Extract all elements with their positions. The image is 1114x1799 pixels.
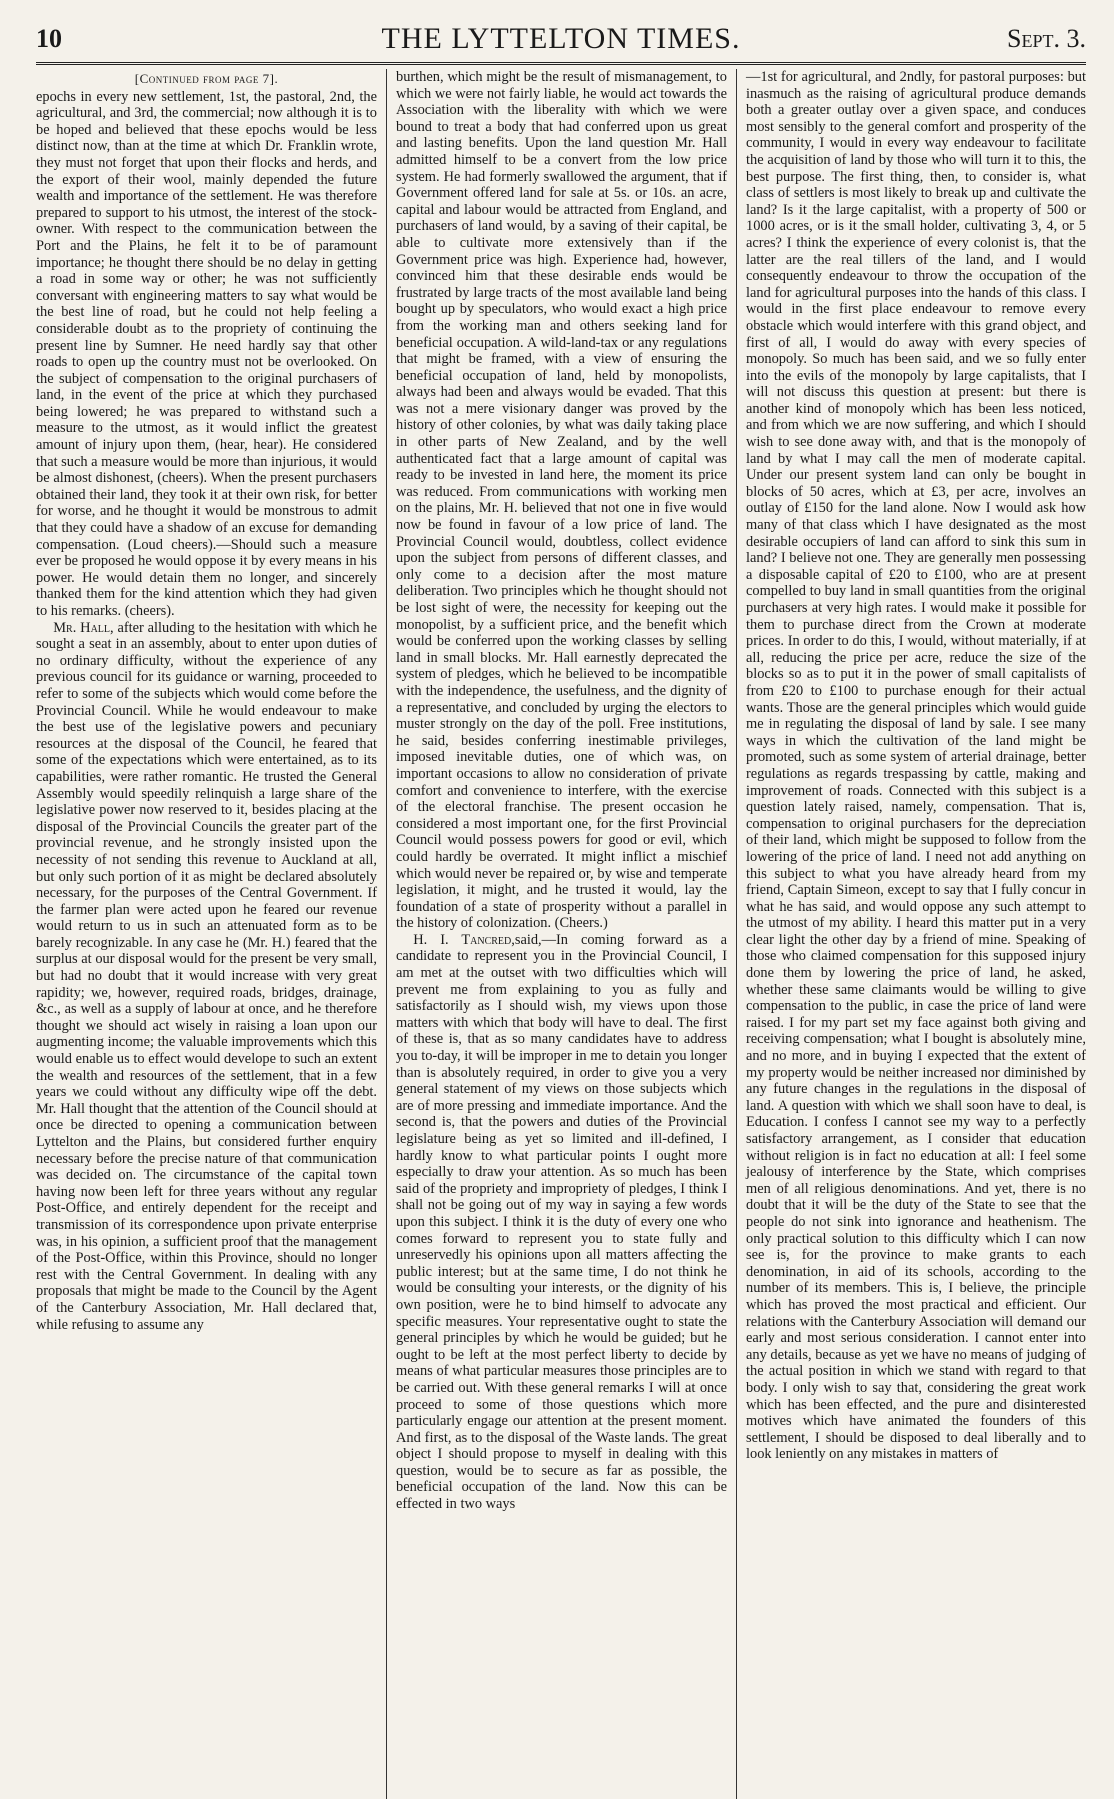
article-columns: [36, 69, 1086, 1799]
paragraph-text: after alluding to the hesitation with which he sought a seat in an assembly, about to enter upon duties of no ordinary difficulty, without the experience of any previous council for its guidance or warning, proceeded to refer to some of the subjects which would come before the Provincial Council. While he would endeavour to make the best use of the legislative powers and pecuniary resources at the disposal of the Council, he feared that some of the expectations which were entertained, as to its capabilities, were rather romantic. He trusted the General Assembly would speedily relinquish a large share of the legislative power now reserved to it, besides placing at the disposal of the Provincial Councils the greater part of the provincial revenue, and he strongly insisted upon the necessity of not sending this revenue to Auckland at all, but only such portion of it as might be declared absolutely necessary, for the purposes of the Central Government. If the farmer plan were acted upon he feared our revenue would return to us in such an attenuated form as to be barely recognizable. In any case he (Mr. H.) feared that the surplus at our disposal would for the present be very small, but had no doubt that it would increase with very great rapidity; we, however, required roads, bridges, drainage, &c., as well as a supply of labour at once, and he therefore thought we should act wisely in raising a loan upon our augmenting income; the valuable improvements which this would enable us to effect would develope to such an extent the wealth and resources of the settlement, that in a few years we could without any difficulty wipe off the debt. Mr. Hall thought that the attention of the Council should at once be directed to opening a communication between Lyttelton and the Plains, but considered further enquiry necessary before the precise nature of that communication was decided on. The circumstance of the capital town having now been left for three years without any regular Post-Office, and entirely dependent for the receipt and transmission of its correspondence upon private enterprise was, in his opinion, a sufficient proof that the management of the Post-Office, within this Province, should no longer rest with the Central Government. In dealing with any proposals that might be made to the Council by the Agent of the Canterbury Association, Mr. Hall declared that, while refusing to assume any: [36, 619, 377, 1333]
paragraph: [36, 620, 377, 1334]
header-rule: [36, 62, 1086, 65]
issue-date: Sept. 3.: [1007, 24, 1086, 53]
column-3: [736, 69, 1086, 1799]
speaker-name: Mr. Hall,: [53, 619, 114, 636]
page-number: 10: [36, 24, 62, 53]
paragraph: [396, 932, 727, 1513]
column-2: [386, 69, 736, 1799]
continued-note: [Continued from page 7].: [134, 71, 279, 86]
speaker-name: H. I. Tancred,: [413, 931, 515, 948]
masthead: [36, 18, 1086, 58]
paragraph: burthen, which might be the result of mismanagement, to which we were not fairly liable, he would act towards the Association with the liberality with which we were bound to treat a body that had conferred upon us great and lasting benefits. Upon the land question Mr. Hall admitted himself to be a convert from the low price system. He had formerly swallowed the argument, that if Government offered land for sale at 5s. or 10s. an acre, capital and labour would be attracted from England, and purchasers of land would, by a saving of their capital, be able to cultivate more extensively than if the Government price was high. Experience had, however, convinced him that these desirable ends would be frustrated by large tracts of the most available land being bought up by speculators, who would exact a high price from the working man and others seeking land for beneficial occupation. A wild-land-tax or any regulations that might be framed, with a view of ensuring the beneficial occupation of land, held by monopolists, always had been and always would be evaded. That this was not a mere visionary danger was proved by the history of other colonies, by what was daily taking place in other parts of New Zealand, and by the well authenticated fact that a large amount of capital was ready to be invested in land here, the moment its price was reduced. From communications with working men on the plains, Mr. H. believed that not one in five would now be found in favour of a low price of land. The Provincial Council would, doubtless, collect evidence upon the subject from persons of different classes, and only come to a decision after the most mature deliberation. Two principles which he thought should not be lost sight of were, the necessity for keeping out the monopolist, by a sufficient price, and the benefit which would be conferred upon the working classes by selling land in small blocks. Mr. Hall earnestly deprecated the system of pledges, which he believed to be incompatible with the independence, the usefulness, and the dignity of a representative, and concluded by urging the electors to muster strongly on the day of the poll. Free institutions, he said, besides conferring inestimable privileges, imposed inevitable duties, one of which was, on important occasions to allow no consideration of private comfort and convenience to interfere, with the exercise of the electoral franchise. The present occasion he considered a most important one, for the first Provincial Council would possess powers for good or evil, which could hardly be overrated. It might inflict a mischief which would never be repaired or, by wise and temperate legislation, it might, and he trusted it would, lay the foundation of a state of prosperity without a parallel in the history of colonization. (Cheers.): [396, 69, 727, 932]
paragraph: epochs in every new settlement, 1st, the pastoral, 2nd, the agricultural, and 3rd, the commercial; now although it is to be hoped and believed that these epochs would be less distinct now, than at the time at which Dr. Franklin wrote, they must not forget that upon their flocks and herds, and the export of their wool, mainly depended the future wealth and importance of the settlement. He was therefore prepared to support to his utmost, the interest of the stock-owner. With respect to the communication between the Port and the Plains, he felt it to be of paramount importance; he thought there should be no delay in getting a road in some way or other; he was not sufficiently conversant with engineering matters to say what would be the best line of road, but he could not help feeling a considerable doubt as to the propriety of continuing the present line by Sumner. He need hardly say that other roads to open up the country must not be overlooked. On the subject of compensation to the original purchasers of land, in the event of the price at which they purchased being lowered; he was prepared to withstand such a measure to the utmost, as it would inflict the greatest amount of injury upon them, (hear, hear). He considered that such a measure would be more than injurious, it would be almost dishonest, (cheers). When the present purchasers obtained their land, they took it at their own risk, for better for worse, and he thought it would be monstrous to admit that they could have a shadow of an excuse for demanding compensation. (Loud cheers).—Should such a measure ever be proposed he would oppose it by every means in his power. He would detain them no longer, and sincerely thanked them for the kind attention which they had given to his remarks. (cheers).: [36, 88, 377, 619]
paragraph: —1st for agricultural, and 2ndly, for pastoral purposes: but inasmuch as the raising of agricultural produce demands both a greater outlay over a given space, and conduces most sensibly to the general comfort and prosperity of the community, I would in every way endeavour to facilitate the acquisition of land by those who will turn it to this, the best purpose. The first thing, then, to consider is, what class of settlers is most likely to break up and cultivate the land? Is it the large capitalist, with a property of 500 or 1000 acres, or is it the small holder, cultivating 3, 4, or 5 acres? I think the experience of every colonist is, that the latter are the real tillers of the land, and I would consequently endeavour to throw the occupation of the land for agricultural purposes into the hands of this class. I would in the first place endeavour to remove every obstacle which would interfere with this grand object, and first of all, I would do away with every species of monopoly. So much has been said, and we so fully enter into the evils of the monopoly by large capitalists, that I will not discuss this question at present: but there is another kind of monopoly which has been less noticed, and from which we are now suffering, and which I should wish to see done away with, and that is the monopoly of land by what I may call the men of moderate capital. Under our present system land can only be bought in blocks of 50 acres, which at £3, per acre, involves an outlay of £150 for the land alone. Now I would ask how many of that class which I have designated as the most desirable occupiers of land can afford to sink this sum in land? I believe not one. They are generally men possessing a disposable capital of £20 to £100, who are at present compelled to buy land in small quantities from the original purchasers at very high rates. I would make it possible for them to purchase direct from the Crown at moderate prices. In order to do this, I would, without materially, if at all, reducing the price per acre, reduce the size of the blocks so as to put it in the power of small capitalists of from £20 to £100 to purchase enough for their actual wants. Those are the general principles which would guide me in regulating the disposal of land by sale. I see many ways in which the cultivation of the land might be promoted, such as some system of arterial drainage, better regulations as regards trespassing by cattle, making and improvement of roads. Connected with this subject is a question lately raised, namely, compensation. That is, compensation to original purchasers for the depreciation of their land, which might be supposed to follow from the lowering of the price of land. I need not add anything on this subject to what you have already heard from my friend, Captain Simeon, except to say that I fully concur in what he has said, and would oppose any such attempt to the utmost of my ability. I heard this matter put in a very clear light the other day by a friend of mine. Speaking of those who claimed compensation for this supposed injury done them by lowering the price of land, he asked, whether these same claimants would be willing to give compensation to the public, in case the price of land were raised. I for my part set my face against both giving and receiving compensation; what I bought is absolutely mine, and no more, and in buying I expected that the extent of my property would be neither increased nor diminished by any future changes in the regulations in the disposal of land. A question with which we shall soon have to deal, is Education. I confess I cannot see my way to a perfectly satisfactory arrangement, as I consider that education without religion is in fact no education at all: I feel some jealousy of interference by the State, which comprises men of all religious denominations. And yet, there is no doubt that it will be the duty of the State to see that the people do not sink into ignorance and heathenism. The only practical solution to this difficulty which I can now see is, for the province to make grants to each denomination, in aid of its schools, according to the number of its members. This is, I believe, the principle which has proved the most practical and efficient. Our relations with the Canterbury Association will demand our early and most serious consideration. I cannot enter into any details, because as yet we have no means of judging of the actual position in which we stand with regard to that body. I only wish to say that, considering the great work which has been effected, and the pure and disinterested motives which have animated the founders of this settlement, I should be disposed to deal liberally and to look leniently on any mistakes in matters of: [746, 69, 1086, 1463]
column-1: [36, 69, 386, 1799]
newspaper-title: THE LYTTELTON TIMES.: [381, 22, 741, 55]
paragraph-text: said,—In coming forward as a candidate to represent you in the Provincial Council, I am met at the outset with two difficulties which will prevent me from explaining to you as fully and satisfactorily as I should wish, my views upon those matters with which that body will have to deal. The first of these is, that as so many candidates have to address you to-day, it will be improper in me to detain you longer than is absolutely required, in order to give you a very general statement of my views on those subjects which are of more pressing and immediate importance. And the second is, that the powers and duties of the Provincial legislature being as yet so limited and ill-defined, I hardly know to what particular points I ought more especially to draw your attention. As so much has been said of the propriety and impropriety of pledges, I think I shall not be going out of my way in saying a few words upon this subject. I think it is the duty of every one who comes forward to represent you to state fully and unreservedly his opinions upon all matters affecting the public interest; but at the same time, I do not think he would be consulting your interests, or the dignity of his own position, were he to bind himself to advocate any specific measures. Your representative ought to state the general principles by which he would be guided; but he ought to be left at the most perfect liberty to decide by means of what particular measures those principles are to be carried out. With these general remarks I will at once proceed to some of those questions which more particularly engage our attention at the present moment. And first, as to the disposal of the Waste lands. The great object I should propose to myself in dealing with this question, would be to secure as far as possible, the beneficial occupation of the land. Now this can be effected in two ways: [396, 931, 727, 1513]
